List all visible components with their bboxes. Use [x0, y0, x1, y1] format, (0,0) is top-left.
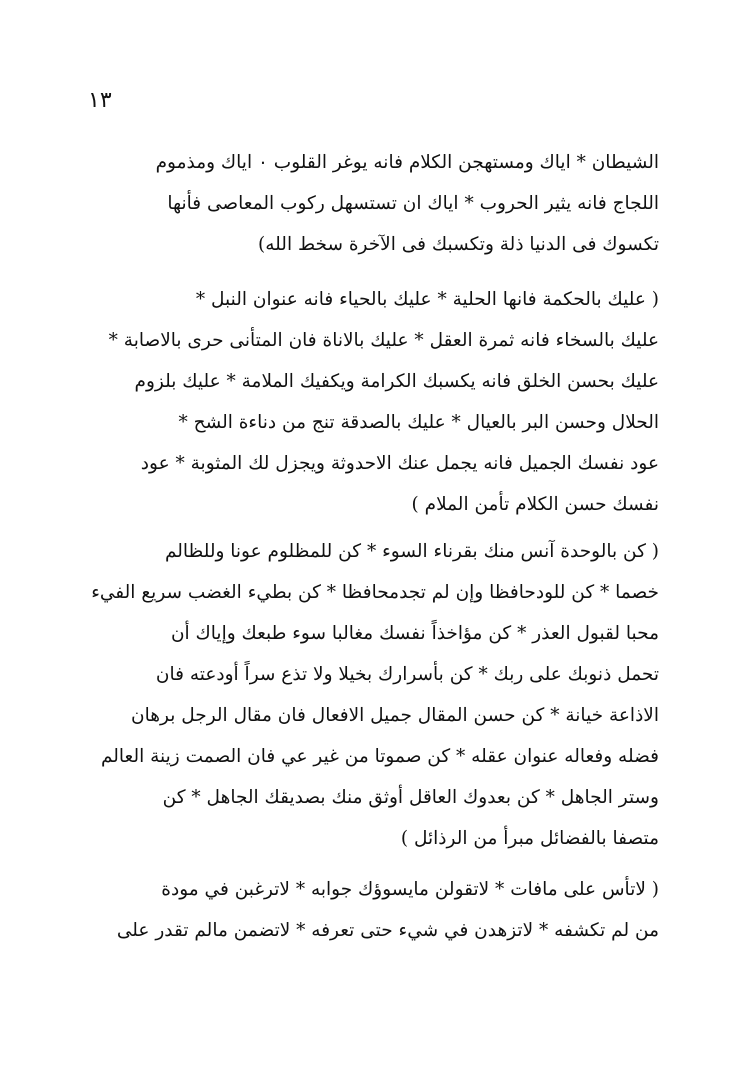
text-line: تحمل ذنوبك على ربك * كن بأسرارك بخيلا ولا تذع سراً أودعته فان — [155, 664, 659, 685]
text-line: من لم تكشفه * لاتزهدن في شيء حتى تعرفه * لاتضمن مالم تقدر على — [116, 920, 659, 941]
text-line: ( لاتأس على مافات * لاتقولن مايسوؤك جوابه * لاترغبن في مودة — [161, 879, 659, 900]
text-line: ( كن بالوحدة آنس منك بقرناء السوء * كن للمظلوم عونا وللظالم — [164, 541, 659, 562]
text-line: الشيطان * اياك ومستهجن الكلام فانه يوغر القلوب ٠ اياك ومذموم — [155, 152, 659, 173]
text-line: نفسك حسن الكلام تأمن الملام ) — [411, 494, 659, 515]
page-number: ١٣ — [88, 88, 112, 113]
text-line: عود نفسك الجميل فانه يجمل عنك الاحدوثة ويجزل لك المثوبة * عود — [140, 453, 659, 474]
text-line: اللجاج فانه يثير الحروب * اياك ان تستسهل ركوب المعاصى فأنها — [167, 193, 659, 214]
text-line: متصفا بالفضائل مبرأ من الرذائل ) — [400, 828, 659, 849]
paragraph-3 — [72, 531, 659, 859]
paragraph-1 — [72, 142, 659, 265]
text-line: عليك بحسن الخلق فانه يكسبك الكرامة ويكفيك الملامة * عليك بلزوم — [134, 371, 659, 392]
text-line: الحلال وحسن البر بالعيال * عليك بالصدقة تنج من دناءة الشح * — [178, 412, 659, 433]
text-line: تكسوك فى الدنيا ذلة وتكسبك فى الآخرة سخط الله) — [258, 234, 659, 255]
text-line: ( عليك بالحكمة فانها الحلية * عليك بالحياء فانه عنوان النبل * — [195, 289, 659, 310]
text-line: وستر الجاهل * كن بعدوك العاقل أوثق منك بصديقك الجاهل * كن — [162, 787, 659, 808]
paragraph-2 — [72, 279, 659, 525]
text-line: خصما * كن للودحافظا وإن لم تجدمحافظا * كن بطيء الغضب سريع الفيء — [91, 582, 659, 603]
text-line: عليك بالسخاء فانه ثمرة العقل * عليك بالاناة فان المتأنى حرى بالاصابة * — [108, 330, 659, 351]
text-line: محبا لقبول العذر * كن مؤاخذاً نفسك مغالبا سوء طبعك وإياك أن — [170, 623, 659, 644]
text-line: فضله وفعاله عنوان عقله * كن صموتا من غير عي فان الصمت زينة العالم — [100, 746, 659, 767]
text-line: الاذاعة خيانة * كن حسن المقال جميل الافعال فان مقال الرجل برهان — [131, 705, 659, 726]
paragraph-4 — [72, 869, 659, 951]
